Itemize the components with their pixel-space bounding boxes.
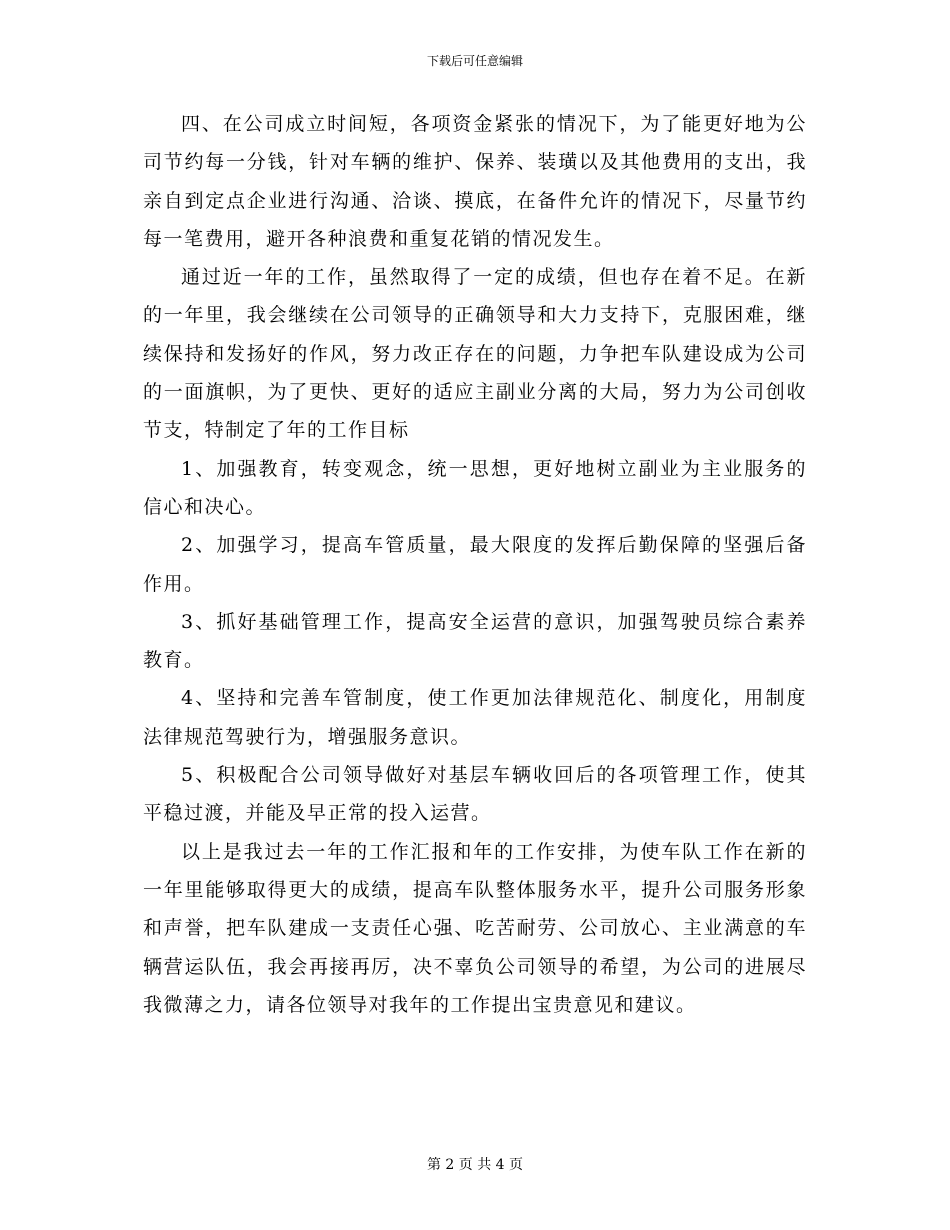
paragraph-goal-3: 3、抓好基础管理工作，提高安全运营的意识，加强驾驶员综合素养教育。 [143,610,807,672]
paragraph-goal-2: 2、加强学习，提高车管质量，最大限度的发挥后勤保障的坚强后备作用。 [143,534,807,595]
paragraph-cost-saving: 四、在公司成立时间短，各项资金紧张的情况下，为了能更好地为公司节约每一分钱，针对车辆的维护、保养、装璜以及其他费用的支出，我亲自到定点企业进行沟通、洽谈、摸底，在备件允许的情况下，尽量节约每一笔费用，避开各种浪费和重复花销的情况发生。 [143,113,807,250]
paragraph-goal-4: 4、坚持和完善车管制度，使工作更加法律规范化、制度化，用制度法律规范驾驶行为，增强服务意识。 [143,687,807,748]
paragraph-summary-goals: 通过近一年的工作，虽然取得了一定的成绩，但也存在着不足。在新的一年里，我会继续在公司领导的正确领导和大力支持下，克服困难，继续保持和发扬好的作风，努力改正存在的问题，力争把车队建设成为公司的一面旗帜，为了更快、更好的适应主副业分离的大局，努力为公司创收节支，特制定了年的工作目标 [143,266,807,442]
page-header: 下载后可任意编辑 [426,54,523,68]
document-body [143,105,807,1024]
paragraph-conclusion: 以上是我过去一年的工作汇报和年的工作安排，为使车队工作在新的一年里能够取得更大的成绩，提高车队整体服务水平，提升公司服务形象和声誉，把车队建成一支责任心强、吃苦耐劳、公司放心、主业满意的车辆营运队伍，我会再接再厉，决不辜负公司领导的希望，为公司的进展尽我微薄之力，请各位领导对我年的工作提出宝贵意见和建议。 [143,840,807,1016]
paragraph-goal-1: 1、加强教育，转变观念，统一思想，更好地树立副业为主业服务的信心和决心。 [143,457,807,518]
page-number: 第 2 页 共 4 页 [426,1157,524,1173]
paragraph-goal-5: 5、积极配合公司领导做好对基层车辆收回后的各项管理工作，使其平稳过渡，并能及早正常的投入运营。 [143,764,807,825]
